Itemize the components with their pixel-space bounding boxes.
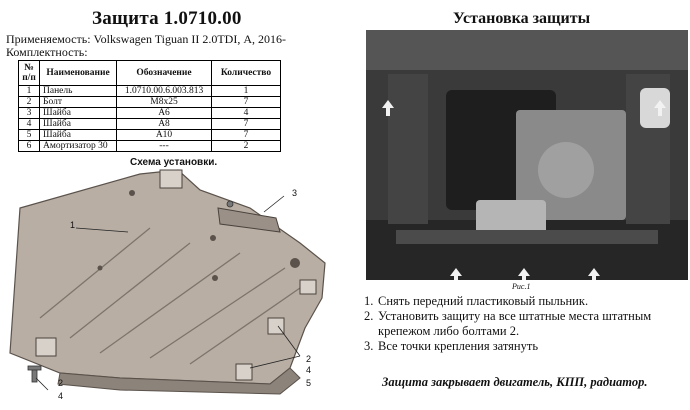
step-text: Все точки крепления затянуть [378,339,539,353]
engine-bay-photo [366,30,688,280]
col-header-name: Наименование [40,61,117,86]
cell-number: 2 [19,97,40,108]
callout-2-right: 2 [306,354,312,364]
table-row [19,97,281,108]
step-number: 3. [364,339,374,353]
step-text: Установить защиту на все штатные места штатным крепежом либо болтами 2. [378,309,652,338]
applicability-value: Volkswagen Tiguan II 2.0TDI, А, 2016- [90,32,286,46]
col-header-designation: Обозначение [117,61,212,86]
cell-number: 6 [19,141,40,152]
cell-quantity: 2 [212,141,281,152]
table-header-row [19,61,281,86]
table-row [19,141,281,152]
cell-quantity: 7 [212,119,281,130]
final-note: Защита закрывает двигатель, КПП, радиатор. [382,375,648,389]
cell-name: Амортизатор 30 [40,141,117,152]
table-row [19,119,281,130]
scheme-caption: Схема установки. [130,157,218,168]
step-number: 2. [364,309,374,323]
cell-name: Болт [40,97,117,108]
applicability-label: Применяемость: [6,32,91,46]
engine-bay-illustration [366,30,688,280]
kit-label: Комплектность: [6,45,88,59]
kit-table [18,60,281,152]
cell-designation: --- [117,141,212,152]
callout-4-left: 4 [58,391,64,401]
table-row [19,130,281,141]
installation-title: Установка защиты [453,10,591,27]
cell-designation: 1.0710.00.6.003.813 [117,86,212,97]
cell-name: Шайба [40,108,117,119]
step-text: Снять передний пластиковый пыльник. [378,294,589,308]
document-title: Защита 1.0710.00 [92,8,242,29]
step-item [364,294,690,309]
cell-quantity: 7 [212,130,281,141]
step-item [364,339,690,354]
cell-quantity: 4 [212,108,281,119]
figure-label: Рис.1 [512,282,531,291]
callout-1: 1 [70,220,76,230]
callout-3: 3 [292,188,298,198]
cell-name: Шайба [40,119,117,130]
installation-steps [364,294,690,354]
cell-designation: М8х25 [117,97,212,108]
callout-5: 5 [306,378,312,388]
cell-quantity: 7 [212,97,281,108]
table-row [19,108,281,119]
cell-number: 5 [19,130,40,141]
cell-designation: А6 [117,108,212,119]
step-item [364,309,690,339]
cell-number: 1 [19,86,40,97]
cell-name: Панель [40,86,117,97]
cell-number: 3 [19,108,40,119]
col-header-quantity: Количество [212,61,281,86]
step-number: 1. [364,294,374,308]
callout-4-right: 4 [306,365,312,375]
cell-designation: А10 [117,130,212,141]
table-row [19,86,281,97]
guard-panel [10,170,325,384]
cell-name: Шайба [40,130,117,141]
applicability-line [6,32,286,46]
callout-2-left: 2 [58,378,64,388]
cell-designation: А8 [117,119,212,130]
installation-scheme-drawing [0,168,350,410]
col-header-number: № п/п [19,61,40,86]
cell-quantity: 1 [212,86,281,97]
cell-number: 4 [19,119,40,130]
